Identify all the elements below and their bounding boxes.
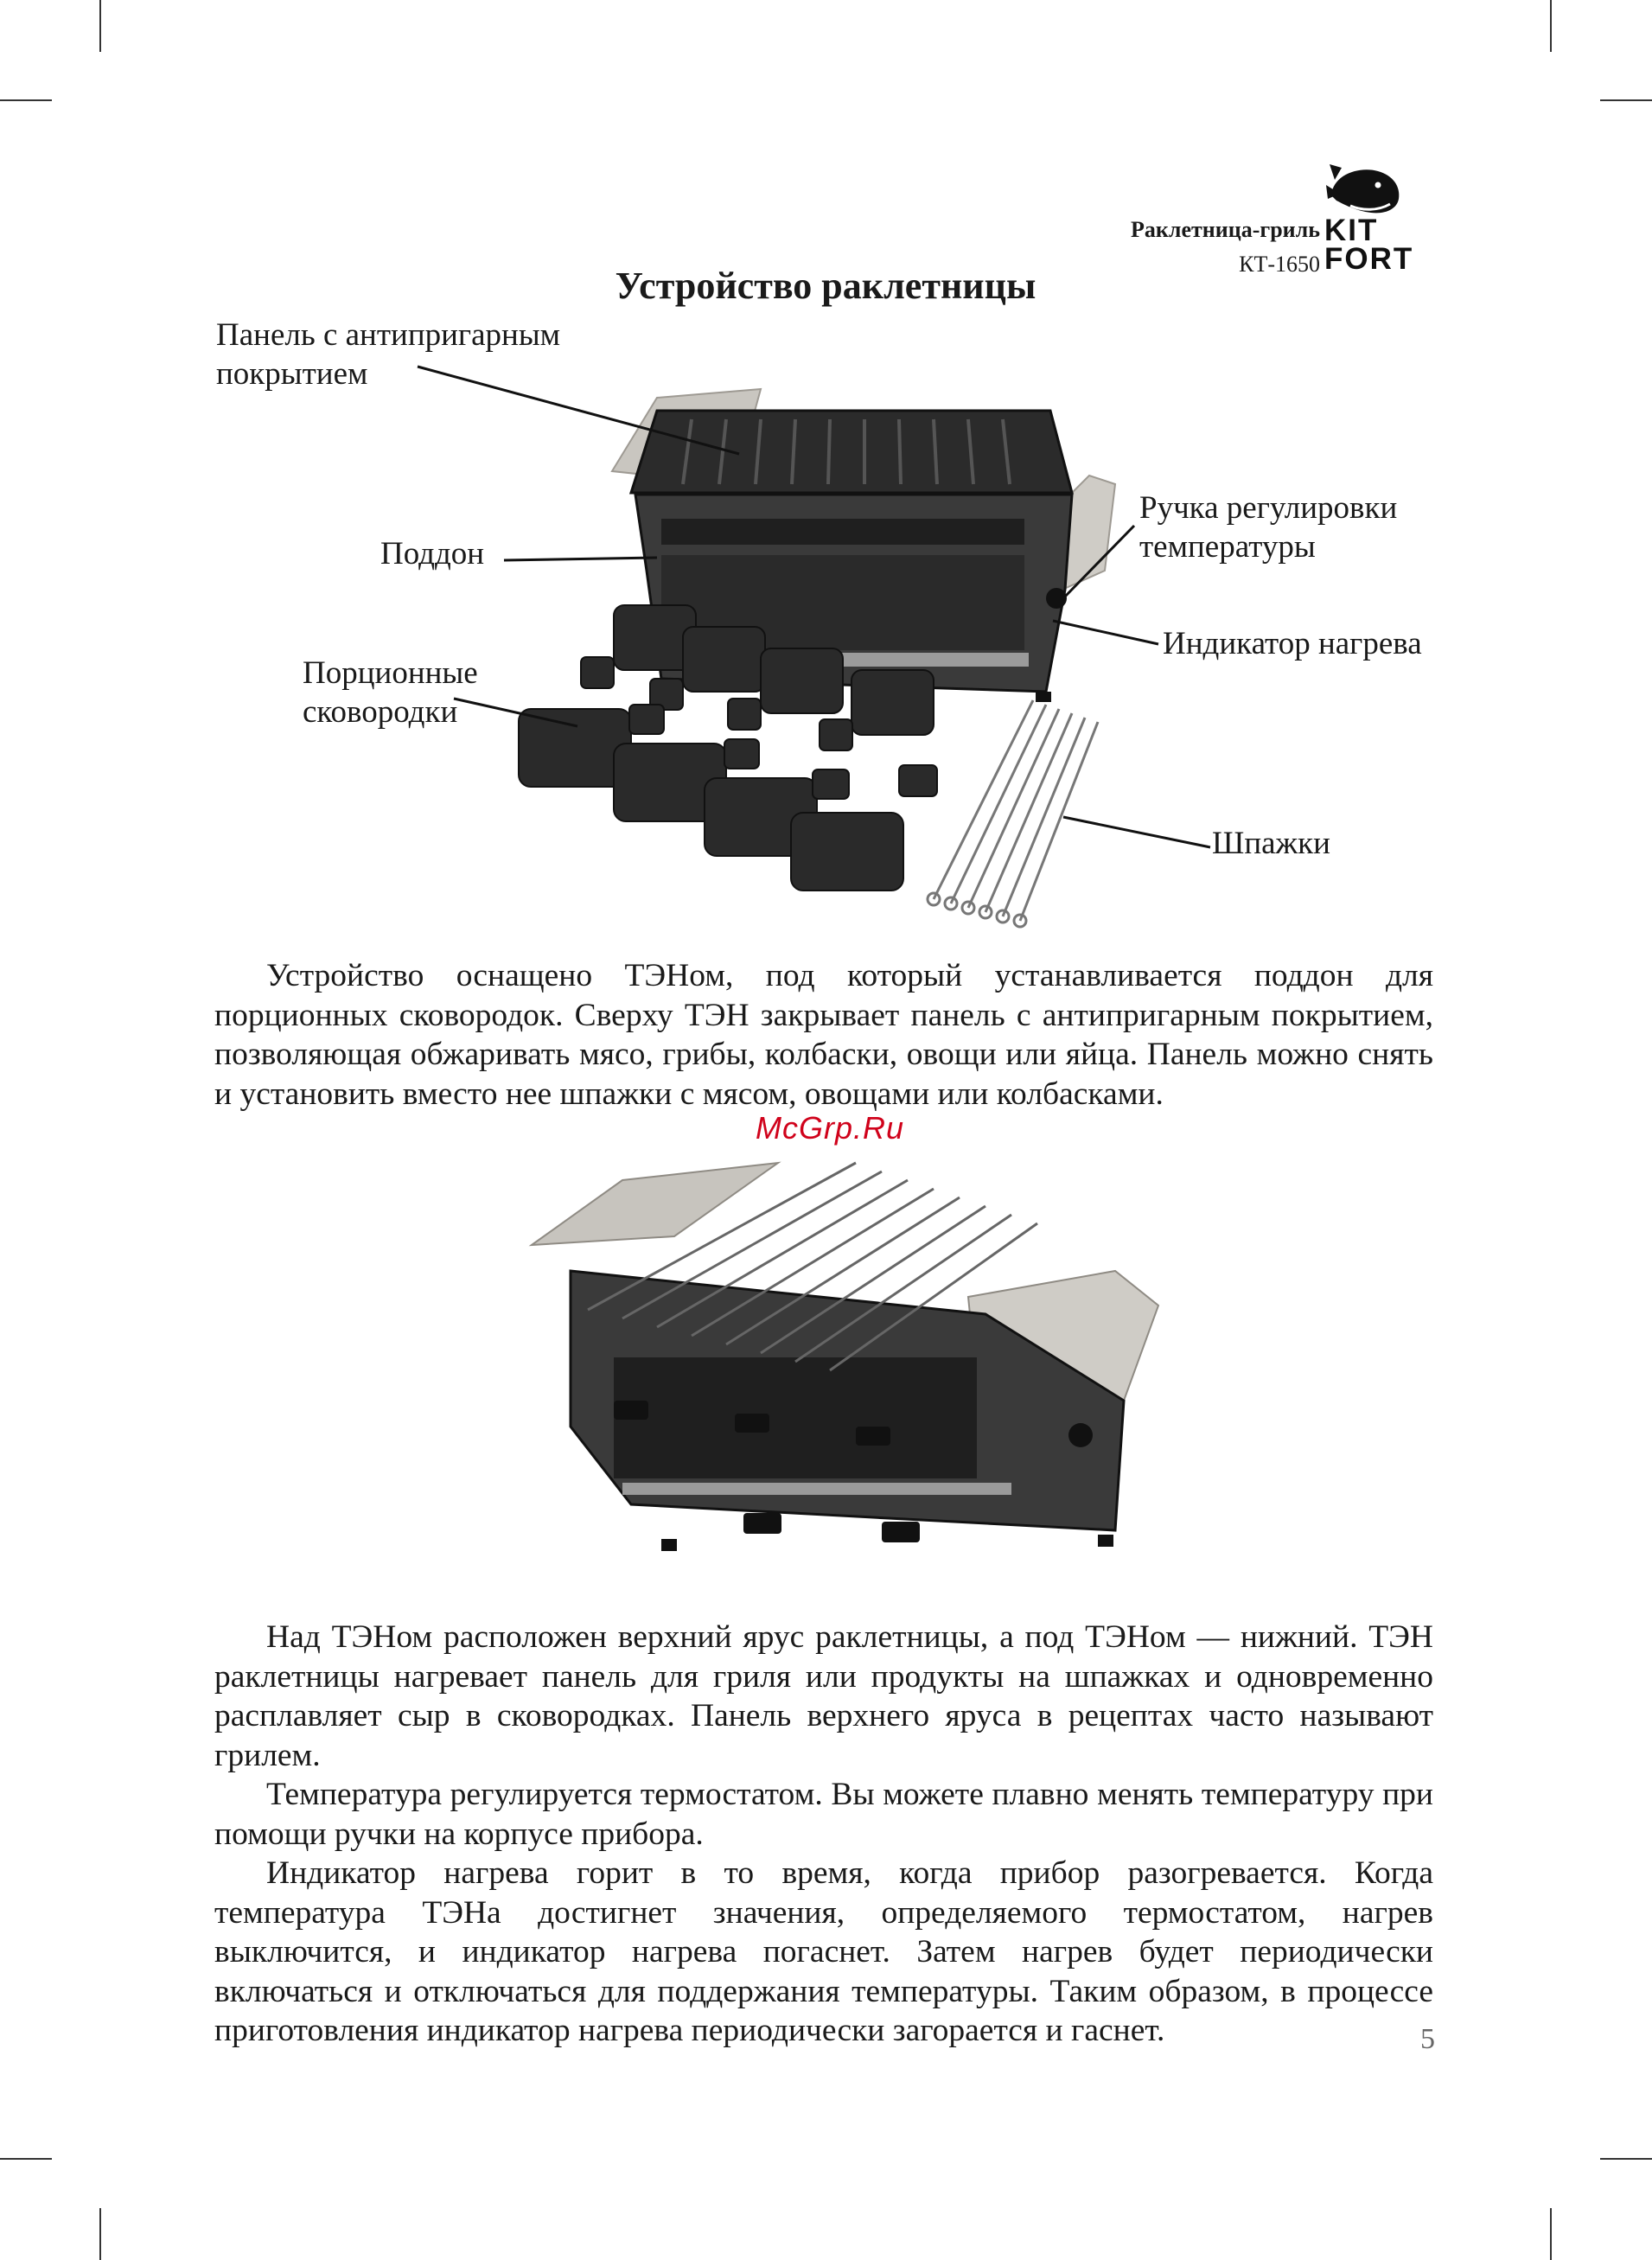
brand-logo — [1321, 161, 1442, 276]
device-diagram — [0, 311, 1652, 934]
whale-icon — [1324, 161, 1402, 218]
crop-mark — [1550, 2208, 1552, 2260]
paragraph: Температура регулируется термостатом. Вы можете плавно менять температуру при помощи ручки на корпусе прибора. — [214, 1777, 1433, 1852]
label-panel: Панель с антипригарным покрытием — [216, 317, 561, 392]
brand-wordmark: KIT FORT — [1324, 214, 1414, 276]
crop-mark — [1600, 99, 1652, 101]
label-tray: Поддон — [380, 536, 485, 571]
details-text — [214, 1618, 1433, 2051]
label-skewers: Шпажки — [1212, 826, 1330, 861]
crop-mark — [99, 0, 101, 52]
watermark: McGrp.Ru — [755, 1110, 905, 1146]
crop-mark — [1600, 2158, 1652, 2160]
label-knob: Ручка регулировки температуры — [1139, 490, 1398, 565]
crop-mark — [1550, 0, 1552, 52]
device-illustration — [0, 311, 1652, 934]
crop-mark — [0, 99, 52, 101]
product-name: Раклетница-гриль — [1131, 217, 1320, 242]
page-title: Устройство раклетницы — [615, 265, 1036, 307]
paragraph: Индикатор нагрева горит в то время, когда прибор разогревается. Когда температура ТЭНа достигнет значения, определяемого термостатом, нагрев выключится, и индикатор нагрева погаснет. Затем нагрев будет периодически включаться и отключаться для поддержания температуры. Таким образом, в процессе приготовления индикатор нагрева периодически загорается и гаснет. — [214, 1855, 1433, 2048]
paragraph: Устройство оснащено ТЭНом, под который устанавливается поддон для порционных сковородок. Сверху ТЭН закрывает панель с антипригарным покрытием, позволяющая обжаривать мясо, грибы, колбаски, овощи или яйца. Панель можно снять и установить вместо нее шпажки с мясом, овощами или колбасками. — [214, 958, 1433, 1112]
page-number: 5 — [1420, 2023, 1435, 2055]
intro-text — [214, 956, 1433, 1114]
label-pans: Порционные сковородки — [303, 655, 478, 730]
crop-mark — [99, 2208, 101, 2260]
paragraph: Над ТЭНом расположен верхний ярус раклетницы, а под ТЭНом — нижний. ТЭН раклетницы нагревает панель для гриля или продукты на шпажках и одновременно расплавляет сыр в сковородках. Панель верхнего яруса в рецептах часто называют грилем. — [214, 1619, 1433, 1773]
skewer-setup-illustration — [519, 1141, 1176, 1591]
product-model: КТ-1650 — [1239, 252, 1320, 277]
crop-mark — [0, 2158, 52, 2160]
device-photo — [519, 1141, 1176, 1591]
label-indicator: Индикатор нагрева — [1163, 626, 1422, 661]
